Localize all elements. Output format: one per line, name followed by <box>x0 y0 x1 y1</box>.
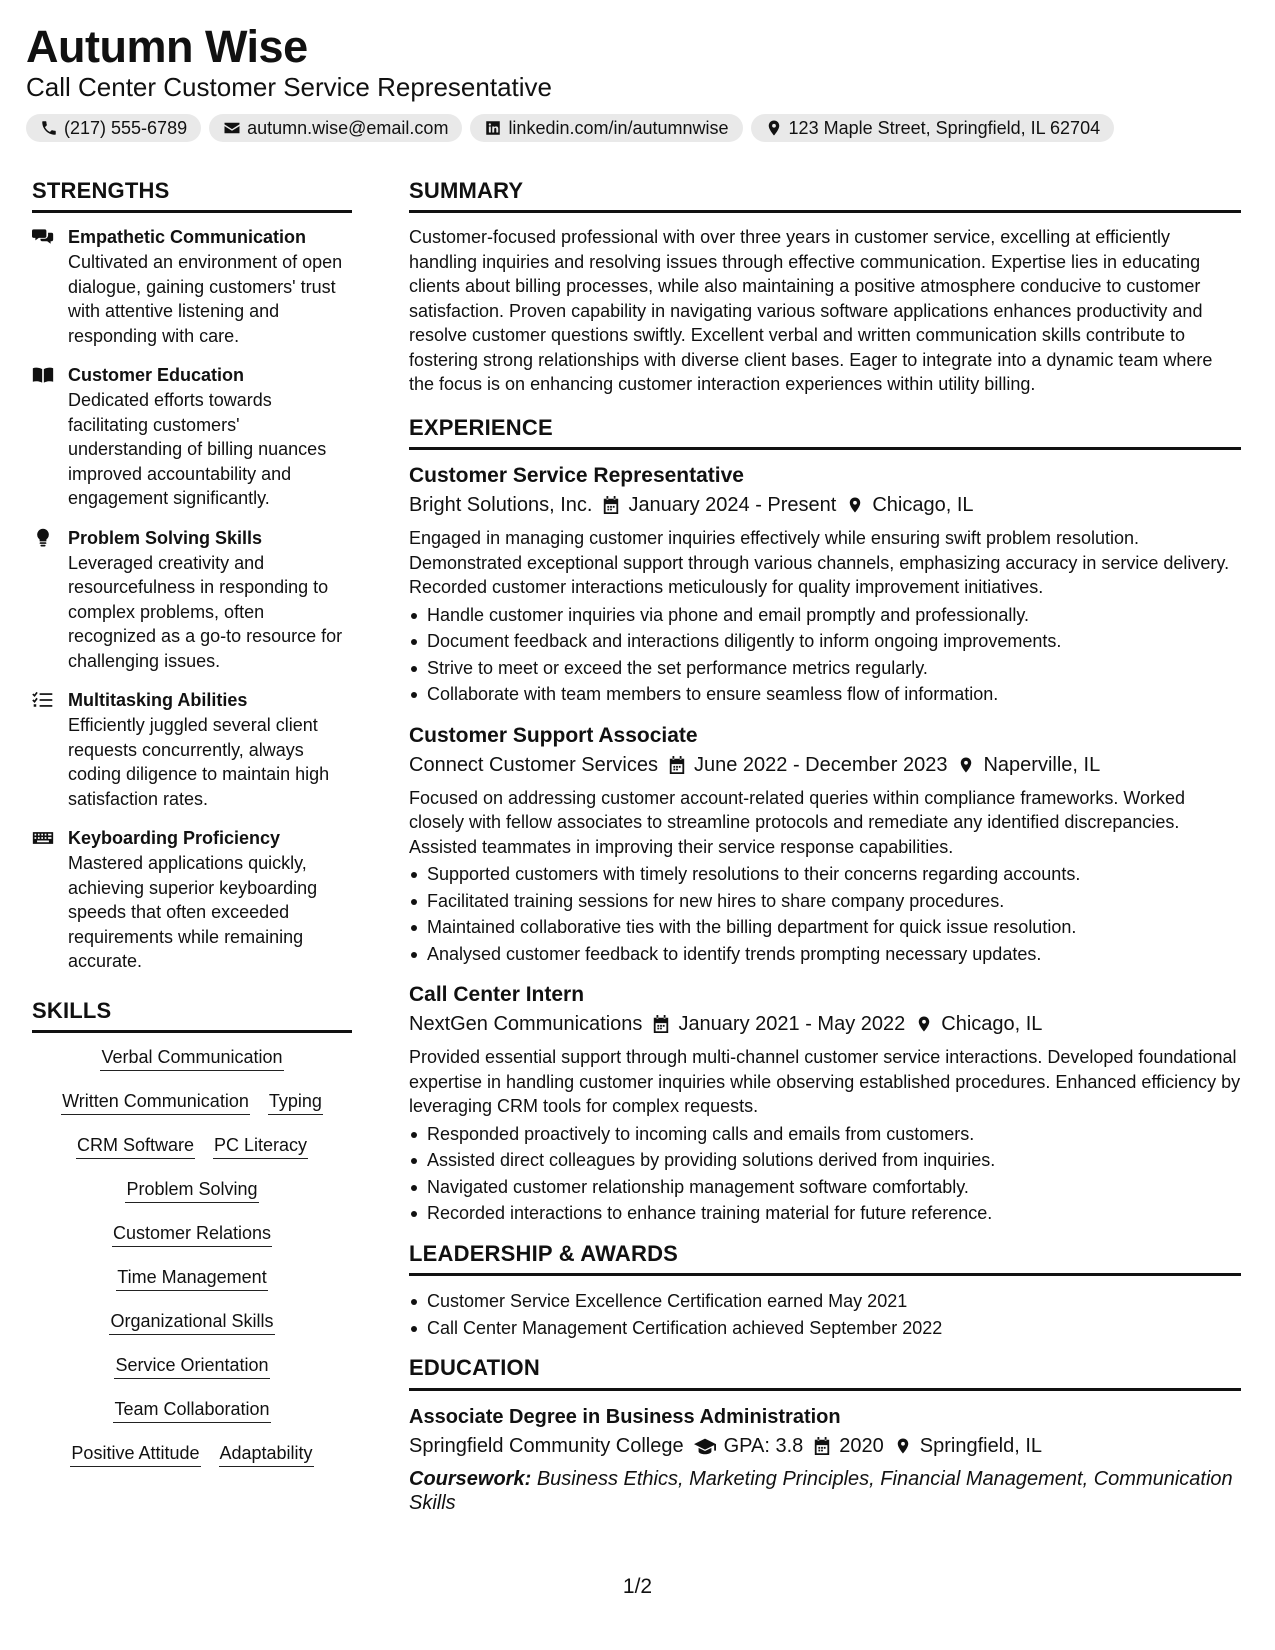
job-description: Provided essential support through multi-channel customer service interactions. Developed foundational expertise in handling customer inquiries while observing established procedures. Enhanced efficiency by leveraging CRM tools for complex requests. <box>409 1047 1241 1117</box>
bullet-item: Strive to meet or exceed the set performance metrics regularly. <box>409 655 1241 682</box>
skill-tag: Adaptability <box>219 1441 314 1467</box>
education-location: Springfield, IL <box>919 1434 1043 1457</box>
contact-phone[interactable] <box>26 114 201 142</box>
contact-address[interactable] <box>751 114 1115 142</box>
strengths-section <box>32 178 352 974</box>
skill-tag: Customer Relations <box>112 1221 272 1247</box>
skill-tag: Verbal Communication <box>100 1045 283 1071</box>
job-meta <box>409 1009 1241 1039</box>
calendar-icon <box>813 1436 831 1456</box>
strengths-heading: STRENGTHS <box>32 178 352 213</box>
location-pin-icon <box>915 1014 933 1034</box>
bullet-item: Collaborate with team members to ensure seamless flow of information. <box>409 681 1241 708</box>
job-title: Customer Service Representative <box>409 464 744 488</box>
coursework-label: Coursework: <box>409 1467 532 1490</box>
job-location: Chicago, IL <box>872 494 974 517</box>
bullet-item: Customer Service Excellence Certification earned May 2021 <box>409 1288 1241 1315</box>
skill-tag: Positive Attitude <box>70 1441 200 1467</box>
contact-linkedin[interactable] <box>470 114 742 142</box>
location-pin-icon <box>765 119 783 137</box>
job-entry <box>409 981 1241 1227</box>
job-bullets <box>409 602 1241 708</box>
job-title: Call Center Intern <box>409 983 585 1007</box>
strength-title: Multitasking Abilities <box>68 690 248 711</box>
phone-text: (217) 555-6789 <box>64 117 188 138</box>
bullet-item: Recorded interactions to enhance training material for future reference. <box>409 1200 1241 1227</box>
job-bullets <box>409 1121 1241 1227</box>
location-pin-icon <box>957 755 975 775</box>
job-dates: June 2022 - December 2023 <box>693 753 948 776</box>
skill-tag: Typing <box>268 1089 323 1115</box>
email-text: autumn.wise@email.com <box>247 117 449 138</box>
strength-desc: Mastered applications quickly, achieving superior keyboarding speeds that often exceeded requirements while remaining accurate. <box>68 853 318 972</box>
location-pin-icon <box>846 495 864 515</box>
lightbulb-icon <box>32 526 56 674</box>
leadership-section <box>409 1241 1241 1341</box>
bullet-item: Responded proactively to incoming calls and emails from customers. <box>409 1121 1241 1148</box>
job-meta <box>409 750 1241 780</box>
linkedin-icon <box>484 119 502 137</box>
skill-tag: Written Communication <box>61 1089 250 1115</box>
job-bullets <box>409 861 1241 967</box>
bullet-item: Navigated customer relationship management software comfortably. <box>409 1174 1241 1201</box>
strength-title: Keyboarding Proficiency <box>68 828 281 849</box>
strength-desc: Dedicated efforts towards facilitating customers' understanding of billing nuances improved accountability and engagement significantly. <box>68 390 327 509</box>
skill-tag: CRM Software <box>76 1133 195 1159</box>
skill-tag: Problem Solving <box>125 1177 258 1203</box>
skills-section <box>32 998 352 1467</box>
job-description: Engaged in managing customer inquiries effectively while ensuring swift problem resolution. Demonstrated exceptional support through various channels, emphasizing accuracy in service delivery. Recorded customer interactions meticulously for quality improvement initiatives. <box>409 528 1230 598</box>
open-book-icon <box>32 363 56 511</box>
job-dates: January 2021 - May 2022 <box>678 1013 906 1036</box>
right-column <box>409 178 1241 1529</box>
job-meta <box>409 490 1241 520</box>
strength-item <box>32 826 352 974</box>
summary-text: Customer-focused professional with over three years in customer service, excelling at efficiently handling inquiries and resolving issues through effective communication. Expertise lies in educating clients about billing processes, while also maintaining a positive atmosphere conducive to customer satisfaction. Proven capability in navigating various software applications enhances productivity and resolve customer questions swiftly. Excellent verbal and written communication skills contribute to fostering strong relationships with diverse client bases. Eager to integrate into a dynamic team where the focus is on enhancing customer interaction experiences within utility billing. <box>409 227 1213 395</box>
strength-title: Customer Education <box>68 365 245 386</box>
address-text: 123 Maple Street, Springfield, IL 62704 <box>788 117 1101 138</box>
skills-heading: SKILLS <box>32 998 352 1033</box>
company-name: Bright Solutions, Inc. <box>409 494 593 517</box>
job-description: Focused on addressing customer account-related queries within compliance frameworks. Worked closely with fellow associates to streamline protocols and remediate any identified discrepancies. Assisted teammates in improving their service response capabilities. <box>409 787 1186 857</box>
coursework-list: Business Ethics, Marketing Principles, Financial Management, Communication Skills <box>409 1467 1233 1514</box>
contact-bar <box>26 114 1114 142</box>
contact-email[interactable] <box>209 114 462 142</box>
bullet-item: Facilitated training sessions for new hires to share company procedures. <box>409 888 1241 915</box>
experience-heading: EXPERIENCE <box>409 415 1241 450</box>
skill-tag: Service Orientation <box>114 1353 269 1379</box>
job-entry <box>409 462 1241 708</box>
strength-desc: Leveraged creativity and resourcefulness in responding to complex problems, often recognized as a go-to resource for challenging issues. <box>68 552 343 671</box>
education-section <box>409 1355 1241 1514</box>
candidate-name: Autumn Wise <box>26 21 308 72</box>
graduation-cap-icon <box>694 1436 716 1456</box>
chat-bubbles-icon <box>32 225 56 348</box>
school-name: Springfield Community College <box>409 1434 684 1457</box>
company-name: NextGen Communications <box>409 1013 643 1036</box>
left-column <box>32 178 352 1485</box>
job-entry <box>409 722 1241 968</box>
strength-item <box>32 688 352 811</box>
graduation-year: 2020 <box>839 1434 884 1457</box>
envelope-icon <box>223 119 241 137</box>
bullet-item: Document feedback and interactions diligently to inform ongoing improvements. <box>409 628 1241 655</box>
skill-tag: Organizational Skills <box>109 1309 274 1335</box>
summary-section <box>409 178 1241 397</box>
degree-title: Associate Degree in Business Administration <box>409 1405 841 1428</box>
candidate-role: Call Center Customer Service Representative <box>26 72 552 102</box>
strength-item <box>32 526 352 674</box>
bullet-item: Analysed customer feedback to identify trends prompting necessary updates. <box>409 941 1241 968</box>
bullet-item: Maintained collaborative ties with the billing department for quick issue resolution. <box>409 914 1241 941</box>
skill-tag: Time Management <box>116 1265 267 1291</box>
strength-item <box>32 363 352 511</box>
keyboard-icon <box>32 826 56 974</box>
calendar-icon <box>652 1014 670 1034</box>
location-pin-icon <box>894 1436 912 1456</box>
coursework <box>409 1467 1241 1515</box>
education-heading: EDUCATION <box>409 1355 1241 1390</box>
bullet-item: Call Center Management Certification achieved September 2022 <box>409 1315 1241 1342</box>
education-meta <box>409 1431 1241 1461</box>
strength-desc: Efficiently juggled several client requests concurrently, always coding diligence to maintain high satisfaction rates. <box>68 715 330 809</box>
gpa-text: GPA: 3.8 <box>723 1434 804 1457</box>
page-number: 1/2 <box>622 1575 653 1598</box>
job-dates: January 2024 - Present <box>628 494 837 517</box>
checklist-icon <box>32 688 56 811</box>
leadership-heading: LEADERSHIP & AWARDS <box>409 1241 1241 1276</box>
calendar-icon <box>602 495 620 515</box>
skill-list <box>32 1045 352 1467</box>
linkedin-text: linkedin.com/in/autumnwise <box>508 117 729 138</box>
calendar-icon <box>668 755 686 775</box>
company-name: Connect Customer Services <box>409 753 658 776</box>
job-location: Chicago, IL <box>941 1013 1043 1036</box>
skill-tag: Team Collaboration <box>113 1397 270 1423</box>
experience-section <box>409 415 1241 1227</box>
job-location: Naperville, IL <box>983 753 1101 776</box>
phone-icon <box>40 119 58 137</box>
strength-title: Empathetic Communication <box>68 227 307 248</box>
job-title: Customer Support Associate <box>409 723 698 747</box>
bullet-item: Supported customers with timely resolutions to their concerns regarding accounts. <box>409 861 1241 888</box>
leadership-list <box>409 1288 1241 1341</box>
bullet-item: Assisted direct colleagues by providing solutions derived from inquiries. <box>409 1147 1241 1174</box>
summary-heading: SUMMARY <box>409 178 1241 213</box>
strength-title: Problem Solving Skills <box>68 527 263 548</box>
strength-item <box>32 225 352 348</box>
bullet-item: Handle customer inquiries via phone and email promptly and professionally. <box>409 602 1241 629</box>
skill-tag: PC Literacy <box>213 1133 308 1159</box>
strength-desc: Cultivated an environment of open dialogue, gaining customers' trust with attentive listening and responding with care. <box>68 252 343 346</box>
